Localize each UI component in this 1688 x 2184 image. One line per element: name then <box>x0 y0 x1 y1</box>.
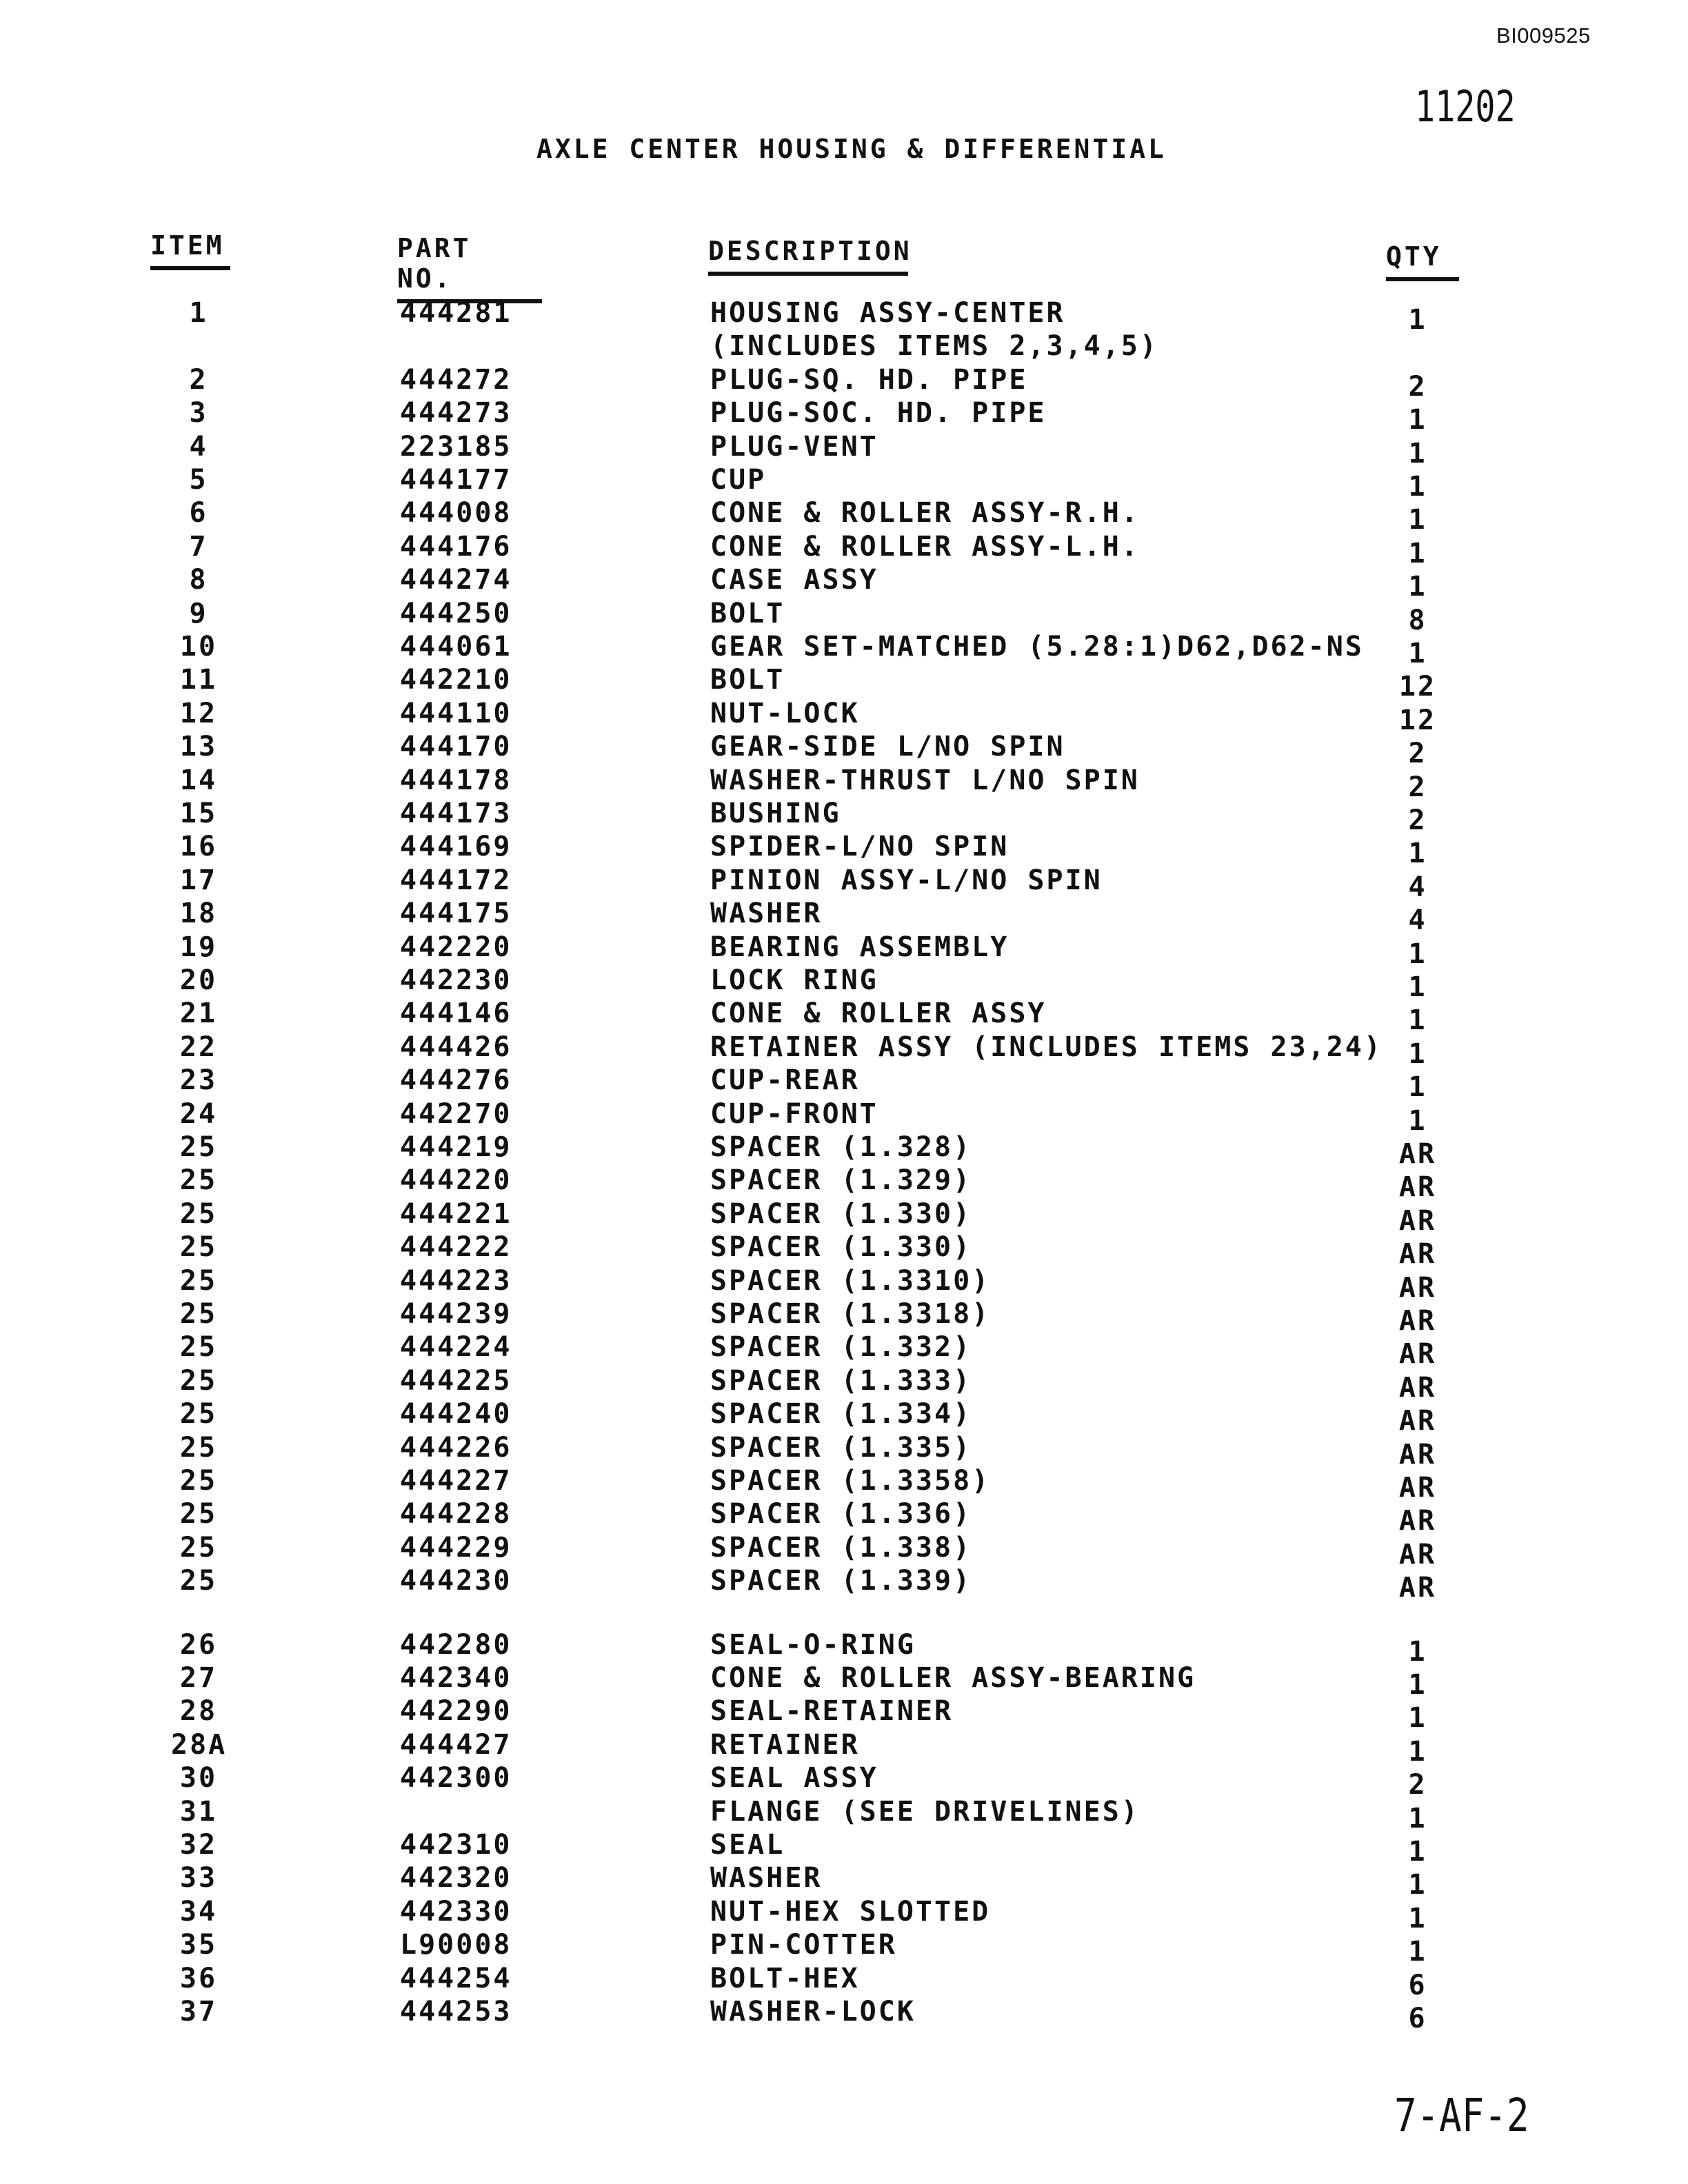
description: SPACER (1.335) <box>710 1431 972 1464</box>
part-number: 444219 <box>400 1131 512 1163</box>
quantity: 1 <box>1408 437 1427 469</box>
part-number: 444222 <box>400 1231 512 1264</box>
description: BOLT <box>710 664 785 696</box>
part-number: 444223 <box>400 1264 512 1297</box>
part-number: 442300 <box>400 1762 512 1794</box>
part-number: 442310 <box>400 1829 512 1861</box>
quantity: 4 <box>1408 871 1427 903</box>
item-number: 33 <box>179 1862 218 1894</box>
table-row <box>0 1862 1688 1901</box>
table-row <box>0 363 1688 403</box>
part-number: 444281 <box>400 297 512 329</box>
part-number: 444173 <box>400 798 512 829</box>
description: GEAR-SIDE L/NO SPIN <box>710 731 1065 763</box>
part-number: 444227 <box>400 1465 512 1497</box>
quantity: 1 <box>1408 1702 1427 1735</box>
part-number: 442290 <box>400 1695 512 1728</box>
description: SPACER (1.336) <box>710 1498 972 1530</box>
table-row <box>0 1962 1688 2001</box>
table-row <box>0 1628 1688 1668</box>
quantity: 1 <box>1408 404 1427 436</box>
part-number: 444426 <box>400 1031 512 1063</box>
footer-code: 7-AF-2 <box>1394 2089 1529 2142</box>
description: SEAL-RETAINER <box>710 1695 954 1728</box>
part-number: 444178 <box>400 764 512 796</box>
quantity: 12 <box>1398 671 1437 703</box>
table-row <box>0 564 1688 603</box>
quantity: AR <box>1398 1204 1437 1237</box>
description: HOUSING ASSY-CENTER <box>710 297 1065 329</box>
description: BOLT <box>710 597 785 629</box>
quantity: 1 <box>1408 838 1427 870</box>
description: PLUG-SQ. HD. PIPE <box>710 363 1028 396</box>
column-header-item: ITEM <box>150 230 230 270</box>
quantity: 1 <box>1408 571 1427 603</box>
item-number: 25 <box>179 1465 218 1497</box>
quantity: AR <box>1398 1505 1437 1537</box>
item-number: 8 <box>189 564 208 596</box>
part-number: 442330 <box>400 1895 512 1928</box>
item-number: 2 <box>189 363 208 396</box>
quantity: 8 <box>1408 604 1427 636</box>
description: BEARING ASSEMBLY <box>710 931 1009 963</box>
description: (INCLUDES ITEMS 2,3,4,5) <box>710 330 1158 363</box>
item-number: 30 <box>179 1762 218 1794</box>
part-number: 444427 <box>400 1728 512 1761</box>
quantity: AR <box>1398 1271 1437 1304</box>
description: WASHER <box>710 898 823 930</box>
table-row <box>0 1565 1688 1604</box>
part-number: L90008 <box>400 1929 512 1961</box>
part-number: 444276 <box>400 1064 512 1097</box>
description: SEAL ASSY <box>710 1762 878 1794</box>
table-row <box>0 1031 1688 1070</box>
item-number: 28A <box>171 1728 228 1761</box>
item-number: 18 <box>179 898 218 930</box>
description: PLUG-VENT <box>710 430 878 463</box>
description: CUP-REAR <box>710 1064 860 1097</box>
table-row <box>0 1264 1688 1304</box>
item-number: 7 <box>189 530 208 563</box>
quantity: 1 <box>1408 304 1427 336</box>
page-title: AXLE CENTER HOUSING & DIFFERENTIAL <box>536 134 1167 164</box>
table-row <box>0 1064 1688 1104</box>
description: PINION ASSY-L/NO SPIN <box>710 864 1103 896</box>
item-number: 25 <box>179 1398 218 1430</box>
table-row <box>0 530 1688 569</box>
part-number: 444170 <box>400 731 512 763</box>
table-row <box>0 697 1688 736</box>
table-row <box>0 1728 1688 1768</box>
table-row <box>0 831 1688 870</box>
item-number: 34 <box>179 1895 218 1928</box>
item-number: 26 <box>179 1628 218 1661</box>
table-row <box>0 1431 1688 1470</box>
table-row <box>0 1662 1688 1701</box>
table-row <box>0 1498 1688 1537</box>
description: CONE & ROLLER ASSY <box>710 998 1047 1030</box>
item-number: 25 <box>179 1565 218 1597</box>
part-number: 444229 <box>400 1531 512 1564</box>
item-number: 25 <box>179 1498 218 1530</box>
description: SPACER (1.332) <box>710 1331 972 1364</box>
quantity: 1 <box>1408 1836 1427 1868</box>
item-number: 27 <box>179 1662 218 1694</box>
table-row <box>0 297 1688 336</box>
description: WASHER <box>710 1862 823 1894</box>
item-number: 4 <box>189 430 208 463</box>
part-number: 223185 <box>400 430 512 463</box>
description: CONE & ROLLER ASSY-BEARING <box>710 1662 1196 1694</box>
description: NUT-LOCK <box>710 697 860 729</box>
quantity: AR <box>1398 1138 1437 1170</box>
part-number: 444110 <box>400 697 512 729</box>
table-row <box>0 664 1688 703</box>
description: SPACER (1.333) <box>710 1364 972 1397</box>
item-number: 20 <box>179 964 218 996</box>
quantity: 1 <box>1408 1038 1427 1070</box>
table-row <box>0 964 1688 1003</box>
quantity: 2 <box>1408 805 1427 836</box>
description: NUT-HEX SLOTTED <box>710 1895 991 1928</box>
quantity: 1 <box>1408 971 1427 1003</box>
table-row <box>0 931 1688 970</box>
quantity: 1 <box>1408 1104 1427 1137</box>
item-number: 5 <box>189 464 208 496</box>
item-number: 23 <box>179 1064 218 1097</box>
table-row <box>0 898 1688 937</box>
item-number: 14 <box>179 764 218 796</box>
page-number: 11202 <box>1415 81 1516 132</box>
quantity: AR <box>1398 1371 1437 1404</box>
description: RETAINER <box>710 1728 860 1761</box>
item-number: 25 <box>179 1231 218 1264</box>
item-number: 31 <box>179 1795 218 1828</box>
quantity: 1 <box>1408 1004 1427 1037</box>
item-number: 19 <box>179 931 218 963</box>
table-row <box>0 1131 1688 1170</box>
quantity: 12 <box>1398 704 1437 736</box>
quantity: AR <box>1398 1171 1437 1204</box>
part-number: 442340 <box>400 1662 512 1694</box>
item-number: 25 <box>179 1364 218 1397</box>
table-row <box>0 1929 1688 1968</box>
quantity: 2 <box>1408 738 1427 770</box>
part-number: 444224 <box>400 1331 512 1364</box>
description: SPACER (1.334) <box>710 1398 972 1430</box>
quantity: AR <box>1398 1472 1437 1504</box>
part-number: 442280 <box>400 1628 512 1661</box>
part-number: 444274 <box>400 564 512 596</box>
description: CASE ASSY <box>710 564 878 596</box>
description: SPACER (1.3318) <box>710 1298 991 1330</box>
table-row <box>0 631 1688 669</box>
quantity: 1 <box>1408 1902 1427 1934</box>
table-row <box>0 1398 1688 1437</box>
table-row <box>0 731 1688 770</box>
part-number: 444220 <box>400 1164 512 1197</box>
description: CUP <box>710 464 767 496</box>
table-row <box>0 464 1688 503</box>
item-number: 22 <box>179 1031 218 1063</box>
part-number: 444226 <box>400 1431 512 1464</box>
item-number: 35 <box>179 1929 218 1961</box>
description: SPACER (1.330) <box>710 1197 972 1230</box>
part-number: 442230 <box>400 964 512 996</box>
part-number: 442220 <box>400 931 512 963</box>
item-number: 36 <box>179 1962 218 1994</box>
table-row <box>0 798 1688 836</box>
description: WASHER-LOCK <box>710 1996 916 2028</box>
description: PLUG-SOC. HD. PIPE <box>710 397 1047 429</box>
item-number: 10 <box>179 631 218 663</box>
part-number: 442270 <box>400 1098 512 1130</box>
part-number: 444273 <box>400 397 512 429</box>
description: SPACER (1.3310) <box>710 1264 991 1297</box>
table-row <box>0 397 1688 436</box>
item-number: 37 <box>179 1996 218 2028</box>
item-number: 16 <box>179 831 218 863</box>
description: PIN-COTTER <box>710 1929 897 1961</box>
column-header-description: DESCRIPTION <box>708 236 908 276</box>
item-number: 25 <box>179 1431 218 1464</box>
part-number: 444175 <box>400 898 512 930</box>
description: SEAL-O-RING <box>710 1628 916 1661</box>
quantity: 1 <box>1408 537 1427 569</box>
item-number: 12 <box>179 697 218 729</box>
description: CONE & ROLLER ASSY-R.H. <box>710 497 1140 529</box>
document-id: BI009525 <box>1496 23 1591 48</box>
table-row <box>0 1197 1688 1237</box>
item-number: 25 <box>179 1264 218 1297</box>
part-number: 444230 <box>400 1565 512 1597</box>
description: RETAINER ASSY (INCLUDES ITEMS 23,24) <box>710 1031 1383 1063</box>
part-number: 442210 <box>400 664 512 696</box>
part-number: 444172 <box>400 864 512 896</box>
table-row <box>0 1695 1688 1735</box>
description: WASHER-THRUST L/NO SPIN <box>710 764 1140 796</box>
quantity: 4 <box>1408 904 1427 937</box>
item-number: 28 <box>179 1695 218 1728</box>
part-number: 444176 <box>400 530 512 563</box>
part-number: 442320 <box>400 1862 512 1894</box>
item-number: 9 <box>189 597 208 629</box>
table-row <box>0 764 1688 803</box>
table-row <box>0 497 1688 536</box>
description: SPACER (1.328) <box>710 1131 972 1163</box>
part-number: 444146 <box>400 998 512 1030</box>
quantity: 1 <box>1408 1936 1427 1968</box>
quantity: 1 <box>1408 1669 1427 1701</box>
quantity: 1 <box>1408 504 1427 536</box>
quantity: AR <box>1398 1405 1437 1437</box>
quantity: 6 <box>1408 2003 1427 2034</box>
item-number: 21 <box>179 998 218 1030</box>
item-number: 11 <box>179 664 218 696</box>
description: SPACER (1.339) <box>710 1565 972 1597</box>
description: SPIDER-L/NO SPIN <box>710 831 1009 863</box>
quantity: AR <box>1398 1538 1437 1570</box>
quantity: 1 <box>1408 938 1427 970</box>
part-number: 444253 <box>400 1996 512 2028</box>
description: LOCK RING <box>710 964 878 996</box>
table-row <box>0 1331 1688 1371</box>
table-row <box>0 864 1688 903</box>
description: SPACER (1.3358) <box>710 1465 991 1497</box>
quantity: 1 <box>1408 1071 1427 1104</box>
description: SEAL <box>710 1829 785 1861</box>
table-row <box>0 1164 1688 1204</box>
column-header-qty: QTY <box>1386 241 1459 281</box>
quantity: 1 <box>1408 1869 1427 1901</box>
quantity: 6 <box>1408 1969 1427 2001</box>
item-number: 25 <box>179 1331 218 1364</box>
table-row <box>0 1531 1688 1570</box>
part-number: 444240 <box>400 1398 512 1430</box>
quantity: 1 <box>1408 638 1427 669</box>
table-row <box>0 1298 1688 1337</box>
part-number: 444272 <box>400 363 512 396</box>
item-number: 13 <box>179 731 218 763</box>
table-row <box>0 1231 1688 1271</box>
part-number: 444239 <box>400 1298 512 1330</box>
quantity: AR <box>1398 1238 1437 1271</box>
description: SPACER (1.338) <box>710 1531 972 1564</box>
table-row <box>0 430 1688 469</box>
item-number: 24 <box>179 1098 218 1130</box>
quantity: 2 <box>1408 771 1427 803</box>
item-number: 17 <box>179 864 218 896</box>
quantity: AR <box>1398 1305 1437 1337</box>
quantity: 1 <box>1408 1802 1427 1834</box>
part-number: 444008 <box>400 497 512 529</box>
description: BOLT-HEX <box>710 1962 860 1994</box>
quantity: AR <box>1398 1438 1437 1470</box>
part-number: 444254 <box>400 1962 512 1994</box>
table-row <box>0 597 1688 636</box>
part-number: 444228 <box>400 1498 512 1530</box>
quantity: 2 <box>1408 370 1427 403</box>
table-row <box>0 1829 1688 1868</box>
description: CUP-FRONT <box>710 1098 878 1130</box>
description: SPACER (1.329) <box>710 1164 972 1197</box>
table-row <box>0 1996 1688 2034</box>
item-number: 1 <box>189 297 208 329</box>
part-number: 444250 <box>400 597 512 629</box>
description: FLANGE (SEE DRIVELINES) <box>710 1795 1140 1828</box>
part-number: 444169 <box>400 831 512 863</box>
item-number: 25 <box>179 1164 218 1197</box>
description: BUSHING <box>710 798 841 829</box>
item-number: 25 <box>179 1197 218 1230</box>
table-row <box>0 1465 1688 1504</box>
description: CONE & ROLLER ASSY-L.H. <box>710 530 1140 563</box>
description: SPACER (1.330) <box>710 1231 972 1264</box>
table-row <box>0 1098 1688 1137</box>
item-number: 3 <box>189 397 208 429</box>
quantity: 1 <box>1408 1735 1427 1768</box>
table-row <box>0 1762 1688 1801</box>
quantity: 1 <box>1408 471 1427 503</box>
quantity: 1 <box>1408 1635 1427 1668</box>
table-row <box>0 1795 1688 1834</box>
part-number: 444061 <box>400 631 512 663</box>
part-number: 444177 <box>400 464 512 496</box>
quantity: 2 <box>1408 1769 1427 1801</box>
table-row <box>0 1895 1688 1934</box>
table-row <box>0 1364 1688 1404</box>
item-number: 6 <box>189 497 208 529</box>
item-number: 25 <box>179 1531 218 1564</box>
column-header-part-no: PART NO. <box>397 233 542 303</box>
item-number: 32 <box>179 1829 218 1861</box>
quantity: AR <box>1398 1572 1437 1604</box>
table-row <box>0 331 1688 361</box>
item-number: 15 <box>179 798 218 829</box>
part-number: 444225 <box>400 1364 512 1397</box>
part-number: 444221 <box>400 1197 512 1230</box>
item-number: 25 <box>179 1131 218 1163</box>
table-row <box>0 998 1688 1037</box>
item-number: 25 <box>179 1298 218 1330</box>
description: GEAR SET-MATCHED (5.28:1)D62,D62-NS <box>710 631 1364 663</box>
quantity: AR <box>1398 1338 1437 1371</box>
